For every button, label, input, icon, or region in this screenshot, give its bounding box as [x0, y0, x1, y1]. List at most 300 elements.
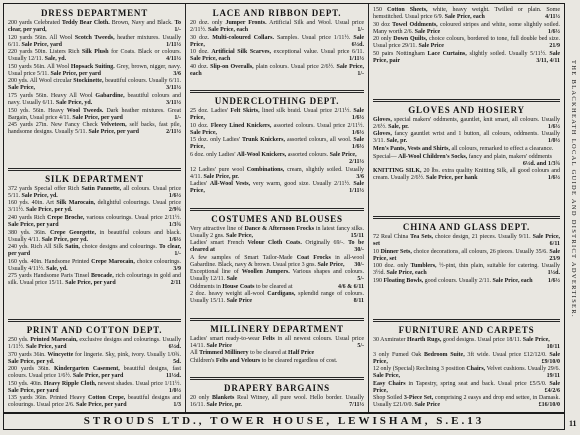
- sale-price: 5/-: [357, 276, 364, 283]
- sale-price: 4/11½: [166, 56, 181, 63]
- item-text: Ladies': [190, 181, 208, 188]
- product-name: Velour Cloth Coats.: [247, 240, 302, 247]
- item-text: Samples. Usual price 1/11½.: [277, 34, 351, 41]
- sale-price: 4/11½: [545, 14, 560, 20]
- section-heading: CHINA AND GLASS DEPT.: [402, 222, 531, 233]
- sale-label: Sale Price,: [190, 34, 365, 48]
- sale-label: Sale Price, per yard: [8, 222, 59, 228]
- item-text: choice colours, bordered to tone, full double bed size. Usual price 29/11.: [373, 36, 560, 50]
- product-name: House Coats: [222, 283, 255, 290]
- sale-label: Sale Price, each: [190, 56, 231, 63]
- item-text: 15 doz. only Ladies': [190, 137, 240, 144]
- product-item: [8, 49, 181, 63]
- sale-price: 3/6: [356, 173, 364, 180]
- item-text: Real Witney, all pure wool. Hello border. Usually 16/11.: [190, 395, 365, 409]
- section-lace-and-ribbon-dept: [190, 7, 364, 78]
- sale-price: 6½d.: [168, 344, 181, 351]
- product-name: Silk Marocain,: [56, 200, 96, 207]
- sale-label: Sale Price,: [373, 380, 560, 394]
- product-name: Crepe Marocain,: [91, 258, 135, 265]
- sale-label: Sale Price, per yard: [88, 129, 139, 136]
- advertisement-frame: [3, 3, 565, 430]
- product-item: [373, 337, 560, 351]
- product-name: Silk Plush: [81, 49, 109, 56]
- product-name: Fleecy Lined Knickers,: [210, 122, 272, 129]
- sale-label: Sale Price, per yard: [72, 373, 124, 380]
- sale-price: 3/11, 4/11: [536, 57, 560, 64]
- section-china-and-glass-dept: [373, 216, 560, 285]
- sale-price: 5/-: [357, 342, 364, 349]
- item-text: 12 only (Special) Reclining 3 position: [373, 366, 465, 373]
- product-item: [190, 395, 364, 409]
- sale-price: 1/6½: [547, 175, 560, 182]
- sale-price: 4/6 & 6/11: [337, 283, 364, 290]
- item-text: fancy gauntlet wrist and 1 button, all colours, oddments. Usually 3/11.: [373, 131, 560, 145]
- product-item: [190, 35, 364, 49]
- product-name: Tumblers,: [410, 263, 437, 270]
- sale-label: Sale Price, per hank: [426, 175, 478, 182]
- item-text: Artificial Silk and Wool. Usual price 2/11½.: [190, 20, 365, 33]
- sale-label: Sale Price,: [226, 232, 253, 239]
- product-name: Men's Pants, Vests and Shirts,: [373, 146, 451, 152]
- sale-label: Sale Price,: [329, 151, 357, 158]
- product-name: Cotton Sheets,: [387, 7, 428, 13]
- product-item: [190, 269, 364, 283]
- product-item: [373, 146, 560, 153]
- item-text: in all newest colours. Usual price 14/11.: [190, 335, 364, 349]
- product-name: Wool Tweeds.: [66, 107, 104, 114]
- item-text: Very attractive line of: [190, 225, 243, 232]
- section-heading: UNDERCLOTHING DEPT.: [214, 96, 340, 107]
- product-name: Slip-on Overalls,: [210, 63, 254, 70]
- item-text: 160 yds. 40in. Handsome Printed: [8, 258, 90, 265]
- sale-price: 1/11½: [166, 41, 181, 48]
- item-text: Brown, Navy and Black.: [111, 20, 173, 26]
- item-text: 20 only: [190, 395, 210, 402]
- sale-label: Sale, yd.: [46, 265, 68, 272]
- item-text: ½-pint, thin plain, suitable for catering. Usually 3½d.: [373, 263, 560, 277]
- column-right: [368, 4, 564, 412]
- sale-price: £4/2/6: [544, 387, 560, 394]
- item-text: in beautiful colours and black. Usually 4/11.: [8, 229, 182, 243]
- product-name: Floating Bowls,: [383, 278, 424, 284]
- section-underclothing-dept: [190, 90, 364, 196]
- item-text: fancy and plain, makers' oddments: [468, 153, 552, 160]
- sale-label: Sale Price: [414, 402, 440, 409]
- sale-label: Sale, pr.: [386, 138, 408, 145]
- item-text: Various shapes and colours. Usually 12/11.: [190, 269, 364, 283]
- sale-label: Sale Price, each: [190, 63, 364, 77]
- sale-label: Sale Price, per yd.: [41, 236, 88, 243]
- item-text: to be cleared at: [250, 350, 287, 357]
- product-item: [190, 240, 364, 254]
- product-item: [373, 22, 560, 36]
- item-text: 370 yards 36in.: [8, 351, 46, 358]
- sale-price: 3/6: [173, 70, 181, 77]
- sale-price: 1/6½: [168, 236, 181, 243]
- section-continued: [373, 7, 560, 65]
- item-text: very warm, good size. Usually 2/11½.: [252, 181, 351, 188]
- item-text: 250 yds.: [8, 337, 29, 344]
- sale-price: 1/-: [357, 27, 364, 33]
- product-item: [373, 381, 560, 395]
- sale-label: Sale Price: [206, 342, 232, 349]
- item-text: beautiful colours. Usually 6/11.: [105, 78, 181, 85]
- item-text: in latest fancy silks. Usually 2 gns.: [190, 225, 365, 239]
- product-item: [8, 337, 181, 351]
- product-name: Trimmed Millinery: [199, 350, 249, 357]
- item-text: 135 yards 36in. Printed Heavy: [8, 395, 86, 402]
- item-text: 150 yds. 40in.: [8, 380, 43, 387]
- section-heading: COSTUMES AND BLOUSES: [211, 213, 343, 224]
- item-text: various colourings. Usual price 2/11½.: [86, 215, 182, 221]
- product-item: [8, 186, 181, 200]
- item-text: 200 yards Celebrated: [8, 20, 60, 26]
- product-name: All-Wool Vests,: [209, 181, 251, 188]
- sale-price: 6½d. and 1/3¾: [522, 160, 560, 167]
- sale-price: 8/11: [353, 298, 364, 305]
- item-text: for lingerie. Sky, pink, ivory. Usually 1/0¾.: [75, 351, 182, 358]
- section-print-and-cotton-dept: [8, 319, 181, 410]
- product-item: [190, 64, 364, 78]
- item-text: 190: [373, 278, 382, 284]
- sale-price: 1/6½: [351, 129, 364, 136]
- sale-price: 1/-: [357, 70, 364, 77]
- section-heading: GLOVES AND HOSIERY: [408, 104, 525, 115]
- item-text: 20 lbs. extra quality Knitting Silk, all good colours and cream. Usually 2/6½.: [373, 168, 560, 182]
- sale-label: Sale Price: [226, 298, 253, 305]
- sale-label: Sale Price, each: [207, 27, 249, 33]
- product-name: Wincyette: [47, 351, 74, 358]
- product-name: Jumper Fronts.: [225, 20, 267, 26]
- product-item: [373, 234, 560, 248]
- sale-price: 6½d.: [351, 41, 364, 48]
- sale-price: 1/0½: [547, 138, 560, 145]
- item-text: 10 doz.: [190, 49, 209, 56]
- sale-price: 6/11: [549, 241, 560, 248]
- product-item: [8, 78, 181, 92]
- sale-label: Sale Price, set: [373, 234, 561, 248]
- section-costumes-and-blouses: [190, 208, 364, 307]
- item-text: all colours, remarked to effect a clearance.: [451, 146, 554, 152]
- product-item: [190, 255, 364, 269]
- item-text: assorted colours. Usual price 2/11½.: [273, 122, 364, 129]
- item-text: 160 yds. 40in. Art: [8, 200, 54, 207]
- section-millinery-department: [190, 318, 364, 366]
- sale-label: Sale Price,: [522, 337, 550, 344]
- item-text: 12 Ladies' pure wool: [190, 166, 245, 173]
- item-text: comprising 2 easys and drop end settee, in Damask. Usually £21/0/0.: [373, 395, 561, 409]
- sale-label: Sale Price,: [8, 85, 35, 92]
- column-left: [4, 4, 185, 412]
- product-name: Towel Oddments,: [392, 21, 438, 28]
- product-name: Velveteen,: [100, 122, 127, 129]
- item-text: 150 yds. 56in. Heavy: [8, 107, 64, 114]
- product-item: [8, 259, 181, 273]
- item-text: beautiful designs, fast colours. Usual price 1/6½.: [8, 366, 182, 380]
- item-text: white, heavy weight. Twilled or plain. Some hemstitched. Usual price 6/9.: [373, 7, 561, 20]
- sale-price: 3/11½: [166, 85, 181, 92]
- product-item: [8, 64, 181, 78]
- product-name: Lace Curtains,: [427, 50, 467, 57]
- item-text: cream, slightly soiled. Usually 4/11.: [190, 166, 364, 180]
- product-name: Combinations,: [246, 166, 285, 173]
- sale-price: 2/9¾: [168, 207, 181, 214]
- product-item: [190, 137, 364, 151]
- item-text: for Coats. Black or colours. Usually 12/11.: [8, 49, 182, 63]
- item-text: beautiful colours and navy. Usually 6/11.: [8, 92, 182, 106]
- product-name: Felts: [262, 335, 275, 342]
- sale-price: 1/6½: [547, 28, 560, 35]
- sale-price: 1/3: [173, 402, 181, 409]
- sale-price: 1/-: [174, 114, 181, 121]
- product-name: Stockinette,: [73, 78, 104, 85]
- sale-price: 30/-: [354, 261, 364, 268]
- product-item: [8, 244, 181, 258]
- product-name: Kindergarten Casement,: [53, 366, 120, 373]
- item-text: good designs. Usual price 18/11.: [442, 337, 522, 344]
- item-text: in Tapestry, spring seat and back. Usual price £5/5/0.: [408, 380, 547, 387]
- product-item: [373, 7, 560, 21]
- item-text: 25 doz. Ladies': [190, 108, 229, 115]
- sale-label: Sale, yd.: [44, 56, 67, 63]
- product-item: [190, 181, 364, 195]
- sale-price: 1/6½: [547, 278, 560, 284]
- sale-label: Sale Price, per yard: [50, 70, 101, 77]
- sale-price: 2/11½: [349, 158, 364, 165]
- item-text: 120 yards 56in. All Wool: [8, 34, 73, 41]
- item-text: 240 yards Rich: [8, 215, 46, 221]
- sale-label: Sale, pr.: [388, 123, 409, 130]
- product-name: Hopsack Suiting.: [70, 63, 115, 70]
- sale-label: Sale Price, per yd.: [8, 358, 55, 365]
- item-text: 3ft wide. Usual price £12/12/0.: [467, 351, 547, 358]
- sale-price: 1/6½: [351, 115, 364, 122]
- item-text: beautiful designs and colourings. Usual price 2/6.: [8, 395, 182, 409]
- section-furniture-and-carpets: [373, 319, 560, 410]
- sale-price: 11½d.: [165, 373, 181, 380]
- product-item: [190, 108, 364, 122]
- item-text: 150 yards 56in. All Wool: [8, 63, 70, 70]
- sale-price: 23/9: [549, 255, 560, 262]
- item-text: delightful colourings. Usual price 3/11½.: [8, 200, 181, 214]
- sale-label: Sale Price, pr.: [206, 402, 242, 409]
- sale-label: Sale Price, each: [444, 14, 485, 20]
- sale-label: Sale Price,: [317, 261, 345, 268]
- publication-side-title: THE BLACKHEATH LOCAL GUIDE AND DISTRICT ADVERTISER.: [570, 60, 577, 318]
- sale-price: 2/11½: [166, 129, 181, 136]
- item-text: to be cleared at: [256, 283, 293, 290]
- sale-price: 1/11½: [349, 56, 364, 63]
- sale-label: Sale Price, per yd.: [25, 207, 73, 214]
- item-text: 275 yards Handsome Paris Tinsel: [8, 273, 90, 280]
- product-name: Brocade,: [90, 273, 114, 280]
- product-item: [8, 273, 181, 287]
- product-name: Gloves,: [373, 116, 392, 123]
- item-text: assorted colours.: [287, 151, 329, 158]
- item-text: 150: [373, 7, 382, 13]
- product-name: 3-Piece Set,: [403, 395, 434, 402]
- section-heading: DRAPERY BARGAINS: [224, 383, 330, 394]
- item-text: newest shades. Usual price 1/11½.: [97, 380, 182, 387]
- product-item: [373, 51, 560, 65]
- product-item: [190, 284, 364, 291]
- item-text: in all-wool Gabardine. Black, navy & brown. Usual price 3 gns.: [190, 254, 364, 268]
- product-name: Multi-coloured Collars.: [212, 34, 274, 41]
- product-name: Cotton Crepe,: [88, 395, 126, 402]
- product-name: Artificial Silk Scarves,: [211, 49, 271, 56]
- item-text: 3 only Fumed Oak: [373, 351, 422, 358]
- product-item: [373, 352, 560, 366]
- section-dress-department: [8, 7, 181, 137]
- sale-label: Sale: [226, 276, 238, 283]
- sale-label: Sale Price, per yard: [76, 402, 127, 409]
- sale-price: 1/3¾: [168, 222, 181, 228]
- product-item: [190, 336, 364, 350]
- product-item: [190, 226, 364, 240]
- product-name: All-Wool Knickers,: [236, 151, 287, 158]
- item-text: exclusive designs and colourings. Usually 1/11½.: [8, 337, 181, 351]
- product-name: Crepe Broche,: [47, 215, 85, 221]
- product-item: [8, 366, 181, 380]
- sale-price: 10/11: [546, 344, 560, 351]
- sale-price: 1/6½: [351, 144, 364, 151]
- product-name: Heavy Ripple Cloth,: [43, 380, 97, 387]
- item-text: 372 yards Special offer Rich: [8, 185, 80, 192]
- product-name: Scotch Tweeds,: [74, 34, 115, 41]
- sale-label: Sale Price,: [190, 129, 217, 136]
- section-heading: FURNITURE AND CARPETS: [398, 325, 535, 336]
- sale-label: Sale Price, yd.: [21, 192, 58, 199]
- product-name: Blankets: [212, 395, 235, 402]
- section-heading: PRINT AND COTTON DEPT.: [26, 325, 163, 336]
- item-text: A few samples of Smart Tailor-Made: [190, 254, 293, 261]
- product-item: [8, 395, 181, 409]
- item-text: Shop Soiled: [373, 395, 403, 402]
- product-name: Hearth Rugs,: [407, 337, 442, 344]
- product-name: Bedroom Suite,: [423, 351, 465, 358]
- item-text: Ladies' smart French: [190, 240, 244, 247]
- item-text: 20 only: [373, 36, 392, 43]
- item-text: self backs, fast pile, handsome designs. Usually 5/11.: [8, 122, 181, 136]
- product-name: Down Quilts,: [393, 36, 428, 43]
- item-text: All: [190, 350, 198, 357]
- sale-price: 3/11½: [166, 99, 181, 106]
- item-text: 10: [373, 248, 379, 255]
- item-text: 50 pairs Nottingham: [373, 50, 425, 57]
- sale-price: £16/10/0: [538, 402, 560, 409]
- item-text: Originally 69/-.: [305, 240, 345, 247]
- item-text: coloured stripes and white, some slightly soiled. Many worth 2/6.: [373, 21, 561, 35]
- product-name: Crepe Georgette,: [49, 229, 96, 236]
- product-item: [8, 108, 181, 122]
- item-text: plain colours. Usual price 2/6½.: [255, 63, 335, 70]
- item-text: 2 doz. heavy weight all-wool: [190, 291, 265, 298]
- sale-price: 30/-: [354, 247, 364, 254]
- product-item: [8, 215, 181, 229]
- product-item: [373, 395, 560, 409]
- sale-label: Sale Price, yard: [25, 344, 67, 351]
- product-name: Felt Skirts,: [230, 108, 260, 115]
- item-text: Ladies' smart ready-to-wear: [190, 335, 260, 342]
- item-text: Velvet cushions. Usually 29/6.: [486, 366, 560, 373]
- item-text: all colours. Usual price 5/11.: [8, 185, 182, 199]
- sale-price: 1/11½: [349, 188, 364, 195]
- sale-label: Sale Price, each: [492, 278, 533, 284]
- product-name: Felts and Velours: [215, 358, 261, 365]
- item-text: 10 doz.: [190, 122, 209, 129]
- sale-price: 19/11: [546, 373, 560, 380]
- sale-price: 1/6½: [547, 123, 560, 130]
- sale-price: 5d.: [173, 358, 181, 365]
- sale-label: Sale Price, pair: [373, 50, 561, 64]
- sale-label: Sale Price,: [190, 137, 365, 151]
- section-gloves-and-hosiery: [373, 99, 560, 183]
- item-text: Exceptional line of: [190, 269, 239, 276]
- product-item: [190, 49, 364, 63]
- sale-label: Sale Price: [418, 43, 444, 50]
- sale-label: Sale Price,: [373, 373, 400, 380]
- item-text: 30 doz.: [190, 34, 210, 41]
- product-item: [190, 123, 364, 137]
- item-text: 240 yds. Rich All Silk: [8, 244, 64, 251]
- section-heading: LACE AND RIBBON DEPT.: [212, 8, 342, 18]
- product-name: Easy Chairs: [373, 380, 406, 387]
- product-item: [190, 358, 364, 365]
- sale-label: Sale Price, set: [373, 248, 561, 262]
- product-item: [373, 36, 560, 50]
- item-text: to be cleared regardless of cost.: [261, 358, 338, 365]
- sale-price: 1/-: [174, 27, 181, 33]
- product-name: All-Wool Children's Socks,: [398, 153, 468, 160]
- item-text: Children's: [190, 358, 215, 365]
- product-item: [8, 93, 181, 107]
- sale-label: Sale Price,: [190, 108, 364, 122]
- product-item: [190, 20, 364, 34]
- product-item: [8, 200, 181, 214]
- sale-price: 7/11½: [349, 402, 364, 409]
- item-text: 40 doz.: [190, 63, 209, 70]
- product-name: Coat Frocks: [296, 254, 331, 261]
- sale-label: Half Price: [288, 350, 315, 357]
- sale-price: 3/9: [173, 265, 181, 272]
- item-text: 30 Axminster: [373, 337, 406, 344]
- section-heading: MILLINERY DEPARTMENT: [210, 323, 344, 334]
- sale-price: 2/11: [170, 280, 181, 287]
- store-banner: STROUDS LTD., TOWER HOUSE, LEWISHAM, S.E.13: [4, 412, 564, 429]
- section-silk-department: [8, 168, 181, 288]
- item-text: slightly soiled. Usually 5/11½.: [469, 50, 547, 57]
- product-name: Cardigans,: [267, 291, 296, 298]
- item-text: 200 yds. All Wool circular: [8, 78, 72, 85]
- product-name: Satin,: [65, 244, 80, 251]
- product-name: Satin Pannette,: [81, 185, 122, 192]
- sale-label: To clear, per yard,: [8, 20, 182, 33]
- product-item: [373, 168, 560, 182]
- sale-price: 21/9: [549, 43, 560, 50]
- product-item: [373, 366, 560, 380]
- section-heading: DRESS DEPARTMENT: [40, 8, 149, 18]
- product-item: [373, 263, 560, 277]
- product-item: [373, 131, 560, 145]
- columns: [4, 4, 564, 412]
- sale-label: Sale Price,: [373, 351, 561, 365]
- product-item: [373, 154, 560, 168]
- sale-label: Sale Price, per yard: [65, 280, 116, 287]
- product-name: Gloves,: [373, 131, 392, 138]
- sale-price: 1/0½: [168, 387, 181, 394]
- sale-price: 15/11: [350, 232, 364, 239]
